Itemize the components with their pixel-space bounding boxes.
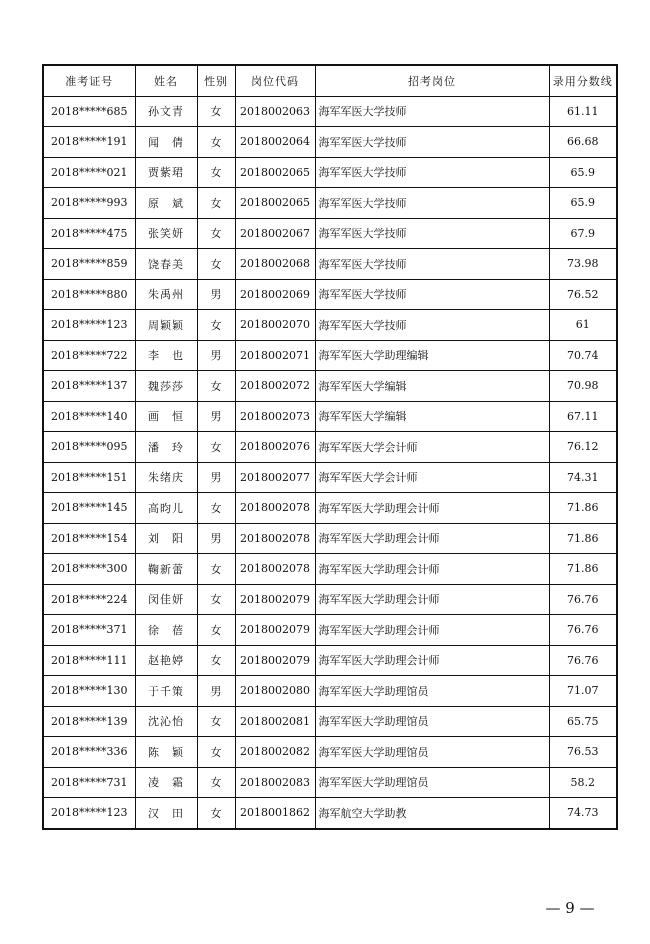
cell-score: 70.74 bbox=[549, 340, 617, 371]
table-row bbox=[43, 371, 617, 402]
cell-gender: 女 bbox=[197, 310, 235, 341]
cell-score: 58.2 bbox=[549, 767, 617, 798]
cell-position-code: 2018002081 bbox=[235, 706, 315, 737]
cell-position-code: 2018002067 bbox=[235, 218, 315, 249]
cell-score: 71.86 bbox=[549, 523, 617, 554]
cell-position: 海军航空大学助教 bbox=[315, 798, 549, 829]
cell-exam-id: 2018*****095 bbox=[43, 432, 135, 463]
cell-exam-id: 2018*****145 bbox=[43, 493, 135, 524]
cell-position-code: 2018002069 bbox=[235, 279, 315, 310]
cell-position: 海军军医大学编辑 bbox=[315, 401, 549, 432]
cell-name: 画 恒 bbox=[135, 401, 197, 432]
cell-name: 李 也 bbox=[135, 340, 197, 371]
cell-gender: 男 bbox=[197, 462, 235, 493]
header-score: 录用分数线 bbox=[549, 65, 617, 96]
cell-exam-id: 2018*****722 bbox=[43, 340, 135, 371]
cell-name: 朱绪庆 bbox=[135, 462, 197, 493]
cell-exam-id: 2018*****123 bbox=[43, 798, 135, 829]
cell-name: 陈 颖 bbox=[135, 737, 197, 768]
cell-position-code: 2018002065 bbox=[235, 188, 315, 219]
cell-name: 鞠新蕾 bbox=[135, 554, 197, 585]
cell-score: 76.76 bbox=[549, 584, 617, 615]
cell-position: 海军军医大学技师 bbox=[315, 188, 549, 219]
cell-score: 76.76 bbox=[549, 615, 617, 646]
cell-position-code: 2018002077 bbox=[235, 462, 315, 493]
cell-gender: 女 bbox=[197, 157, 235, 188]
cell-name: 潘 玲 bbox=[135, 432, 197, 463]
cell-position: 海军军医大学技师 bbox=[315, 157, 549, 188]
cell-position: 海军军医大学技师 bbox=[315, 218, 549, 249]
cell-gender: 女 bbox=[197, 188, 235, 219]
table-row bbox=[43, 310, 617, 341]
cell-name: 闵佳妍 bbox=[135, 584, 197, 615]
table-row bbox=[43, 401, 617, 432]
header-position: 招考岗位 bbox=[315, 65, 549, 96]
results-table bbox=[42, 64, 618, 830]
cell-position: 海军军医大学技师 bbox=[315, 279, 549, 310]
cell-score: 71.86 bbox=[549, 554, 617, 585]
cell-name: 刘 阳 bbox=[135, 523, 197, 554]
cell-position-code: 2018002072 bbox=[235, 371, 315, 402]
cell-exam-id: 2018*****880 bbox=[43, 279, 135, 310]
table-row bbox=[43, 432, 617, 463]
cell-exam-id: 2018*****191 bbox=[43, 127, 135, 158]
cell-position-code: 2018002073 bbox=[235, 401, 315, 432]
cell-score: 65.75 bbox=[549, 706, 617, 737]
cell-exam-id: 2018*****300 bbox=[43, 554, 135, 585]
cell-position-code: 2018002078 bbox=[235, 523, 315, 554]
table-row bbox=[43, 279, 617, 310]
cell-gender: 男 bbox=[197, 279, 235, 310]
cell-position-code: 2018002078 bbox=[235, 493, 315, 524]
cell-position-code: 2018002080 bbox=[235, 676, 315, 707]
header-gender: 性别 bbox=[197, 65, 235, 96]
cell-score: 65.9 bbox=[549, 188, 617, 219]
cell-gender: 男 bbox=[197, 676, 235, 707]
cell-position: 海军军医大学助理编辑 bbox=[315, 340, 549, 371]
table-row bbox=[43, 584, 617, 615]
cell-score: 65.9 bbox=[549, 157, 617, 188]
cell-name: 凌 霜 bbox=[135, 767, 197, 798]
cell-position: 海军军医大学会计师 bbox=[315, 432, 549, 463]
cell-name: 周颖颖 bbox=[135, 310, 197, 341]
cell-exam-id: 2018*****859 bbox=[43, 249, 135, 280]
cell-position: 海军军医大学编辑 bbox=[315, 371, 549, 402]
cell-score: 67.9 bbox=[549, 218, 617, 249]
table-row bbox=[43, 798, 617, 829]
cell-score: 61 bbox=[549, 310, 617, 341]
cell-exam-id: 2018*****685 bbox=[43, 96, 135, 127]
cell-name: 饶春美 bbox=[135, 249, 197, 280]
table-row bbox=[43, 523, 617, 554]
cell-position-code: 2018002082 bbox=[235, 737, 315, 768]
cell-position-code: 2018002068 bbox=[235, 249, 315, 280]
cell-position: 海军军医大学助理会计师 bbox=[315, 584, 549, 615]
cell-score: 71.86 bbox=[549, 493, 617, 524]
cell-gender: 女 bbox=[197, 96, 235, 127]
cell-exam-id: 2018*****731 bbox=[43, 767, 135, 798]
table-row bbox=[43, 493, 617, 524]
cell-exam-id: 2018*****139 bbox=[43, 706, 135, 737]
cell-position: 海军军医大学会计师 bbox=[315, 462, 549, 493]
cell-exam-id: 2018*****137 bbox=[43, 371, 135, 402]
cell-score: 73.98 bbox=[549, 249, 617, 280]
cell-position: 海军军医大学助理会计师 bbox=[315, 493, 549, 524]
cell-score: 76.12 bbox=[549, 432, 617, 463]
cell-gender: 女 bbox=[197, 798, 235, 829]
cell-exam-id: 2018*****021 bbox=[43, 157, 135, 188]
cell-name: 张笑妍 bbox=[135, 218, 197, 249]
cell-position: 海军军医大学技师 bbox=[315, 310, 549, 341]
table-row bbox=[43, 127, 617, 158]
table-row bbox=[43, 554, 617, 585]
cell-exam-id: 2018*****475 bbox=[43, 218, 135, 249]
cell-exam-id: 2018*****993 bbox=[43, 188, 135, 219]
cell-gender: 女 bbox=[197, 584, 235, 615]
cell-exam-id: 2018*****154 bbox=[43, 523, 135, 554]
table-body bbox=[43, 96, 617, 829]
cell-position: 海军军医大学助理馆员 bbox=[315, 737, 549, 768]
cell-exam-id: 2018*****123 bbox=[43, 310, 135, 341]
cell-exam-id: 2018*****371 bbox=[43, 615, 135, 646]
cell-score: 76.76 bbox=[549, 645, 617, 676]
cell-position: 海军军医大学技师 bbox=[315, 96, 549, 127]
cell-position-code: 2018002083 bbox=[235, 767, 315, 798]
cell-name: 魏莎莎 bbox=[135, 371, 197, 402]
cell-score: 67.11 bbox=[549, 401, 617, 432]
cell-position: 海军军医大学助理会计师 bbox=[315, 554, 549, 585]
cell-gender: 女 bbox=[197, 767, 235, 798]
cell-position: 海军军医大学助理馆员 bbox=[315, 706, 549, 737]
cell-gender: 男 bbox=[197, 340, 235, 371]
cell-position-code: 2018002064 bbox=[235, 127, 315, 158]
cell-name: 于千策 bbox=[135, 676, 197, 707]
page-number: — 9 — bbox=[545, 899, 595, 917]
cell-position: 海军军医大学技师 bbox=[315, 249, 549, 280]
cell-score: 61.11 bbox=[549, 96, 617, 127]
cell-name: 原 斌 bbox=[135, 188, 197, 219]
cell-gender: 男 bbox=[197, 401, 235, 432]
table-row bbox=[43, 462, 617, 493]
cell-position-code: 2018002076 bbox=[235, 432, 315, 463]
cell-gender: 女 bbox=[197, 706, 235, 737]
header-exam-id: 准考证号 bbox=[43, 65, 135, 96]
table-row bbox=[43, 706, 617, 737]
cell-score: 71.07 bbox=[549, 676, 617, 707]
cell-score: 76.52 bbox=[549, 279, 617, 310]
cell-gender: 女 bbox=[197, 554, 235, 585]
cell-name: 赵艳婷 bbox=[135, 645, 197, 676]
cell-exam-id: 2018*****140 bbox=[43, 401, 135, 432]
cell-gender: 女 bbox=[197, 249, 235, 280]
cell-score: 70.98 bbox=[549, 371, 617, 402]
cell-position-code: 2018002078 bbox=[235, 554, 315, 585]
cell-gender: 女 bbox=[197, 493, 235, 524]
cell-position-code: 2018002063 bbox=[235, 96, 315, 127]
cell-gender: 女 bbox=[197, 615, 235, 646]
table-row bbox=[43, 645, 617, 676]
cell-gender: 女 bbox=[197, 645, 235, 676]
cell-position-code: 2018002079 bbox=[235, 584, 315, 615]
cell-name: 汉 田 bbox=[135, 798, 197, 829]
table-row bbox=[43, 767, 617, 798]
cell-position-code: 2018002079 bbox=[235, 615, 315, 646]
cell-exam-id: 2018*****151 bbox=[43, 462, 135, 493]
cell-exam-id: 2018*****111 bbox=[43, 645, 135, 676]
table-header-row bbox=[43, 65, 617, 96]
cell-position-code: 2018002070 bbox=[235, 310, 315, 341]
cell-name: 闻 倩 bbox=[135, 127, 197, 158]
cell-position-code: 2018002071 bbox=[235, 340, 315, 371]
table-row bbox=[43, 218, 617, 249]
cell-score: 74.73 bbox=[549, 798, 617, 829]
cell-name: 徐 蓓 bbox=[135, 615, 197, 646]
cell-gender: 女 bbox=[197, 432, 235, 463]
cell-name: 贾紫珺 bbox=[135, 157, 197, 188]
cell-position: 海军军医大学助理馆员 bbox=[315, 767, 549, 798]
table-row bbox=[43, 188, 617, 219]
cell-gender: 女 bbox=[197, 127, 235, 158]
cell-position-code: 2018002065 bbox=[235, 157, 315, 188]
cell-gender: 女 bbox=[197, 371, 235, 402]
table-row bbox=[43, 96, 617, 127]
cell-position: 海军军医大学助理馆员 bbox=[315, 676, 549, 707]
cell-position: 海军军医大学助理会计师 bbox=[315, 615, 549, 646]
cell-gender: 女 bbox=[197, 218, 235, 249]
cell-name: 孙文青 bbox=[135, 96, 197, 127]
cell-gender: 男 bbox=[197, 523, 235, 554]
cell-name: 沈沁怡 bbox=[135, 706, 197, 737]
cell-position: 海军军医大学助理会计师 bbox=[315, 645, 549, 676]
cell-position: 海军军医大学技师 bbox=[315, 127, 549, 158]
cell-score: 66.68 bbox=[549, 127, 617, 158]
header-name: 姓名 bbox=[135, 65, 197, 96]
cell-position-code: 2018002079 bbox=[235, 645, 315, 676]
table-row bbox=[43, 676, 617, 707]
table-row bbox=[43, 615, 617, 646]
table-row bbox=[43, 157, 617, 188]
cell-score: 76.53 bbox=[549, 737, 617, 768]
cell-exam-id: 2018*****336 bbox=[43, 737, 135, 768]
cell-name: 高昀儿 bbox=[135, 493, 197, 524]
cell-exam-id: 2018*****130 bbox=[43, 676, 135, 707]
cell-score: 74.31 bbox=[549, 462, 617, 493]
table-row bbox=[43, 249, 617, 280]
table-row bbox=[43, 737, 617, 768]
cell-exam-id: 2018*****224 bbox=[43, 584, 135, 615]
cell-name: 朱禹州 bbox=[135, 279, 197, 310]
cell-gender: 女 bbox=[197, 737, 235, 768]
cell-position: 海军军医大学助理会计师 bbox=[315, 523, 549, 554]
header-position-code: 岗位代码 bbox=[235, 65, 315, 96]
table-row bbox=[43, 340, 617, 371]
cell-position-code: 2018001862 bbox=[235, 798, 315, 829]
